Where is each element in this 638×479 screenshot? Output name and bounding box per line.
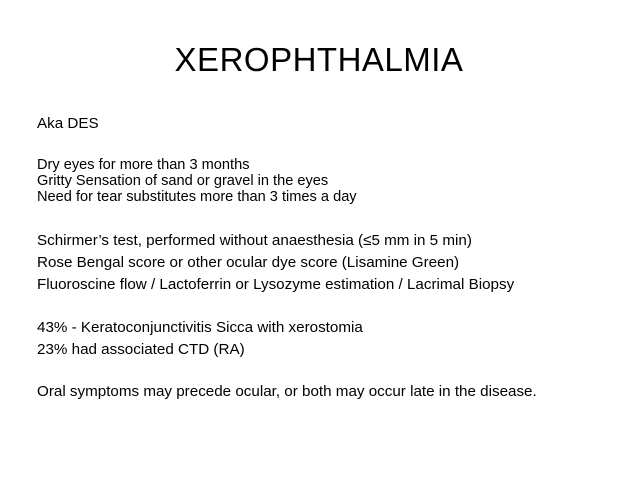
criteria-line-2: Gritty Sensation of sand or gravel in the eyes	[37, 173, 329, 189]
test-line-2: Rose Bengal score or other ocular dye score (Lisamine Green)	[37, 254, 460, 271]
test-line-3: Fluoroscine flow / Lactoferrin or Lysozyme estimation / Lacrimal Biopsy	[37, 276, 515, 293]
aka-line: Aka DES	[37, 115, 99, 132]
criteria-line-1: Dry eyes for more than 3 months	[37, 157, 250, 173]
slide-title: XEROPHTHALMIA	[174, 41, 464, 78]
stat-line-1: 43% - Keratoconjunctivitis Sicca with xerostomia	[37, 319, 363, 336]
note-line: Oral symptoms may precede ocular, or both may occur late in the disease.	[37, 383, 537, 400]
criteria-line-3: Need for tear substitutes more than 3 times a day	[37, 189, 357, 205]
test-line-1: Schirmer’s test, performed without anaesthesia (≤5 mm in 5 min)	[37, 232, 472, 249]
stat-line-2: 23% had associated CTD (RA)	[37, 341, 245, 358]
